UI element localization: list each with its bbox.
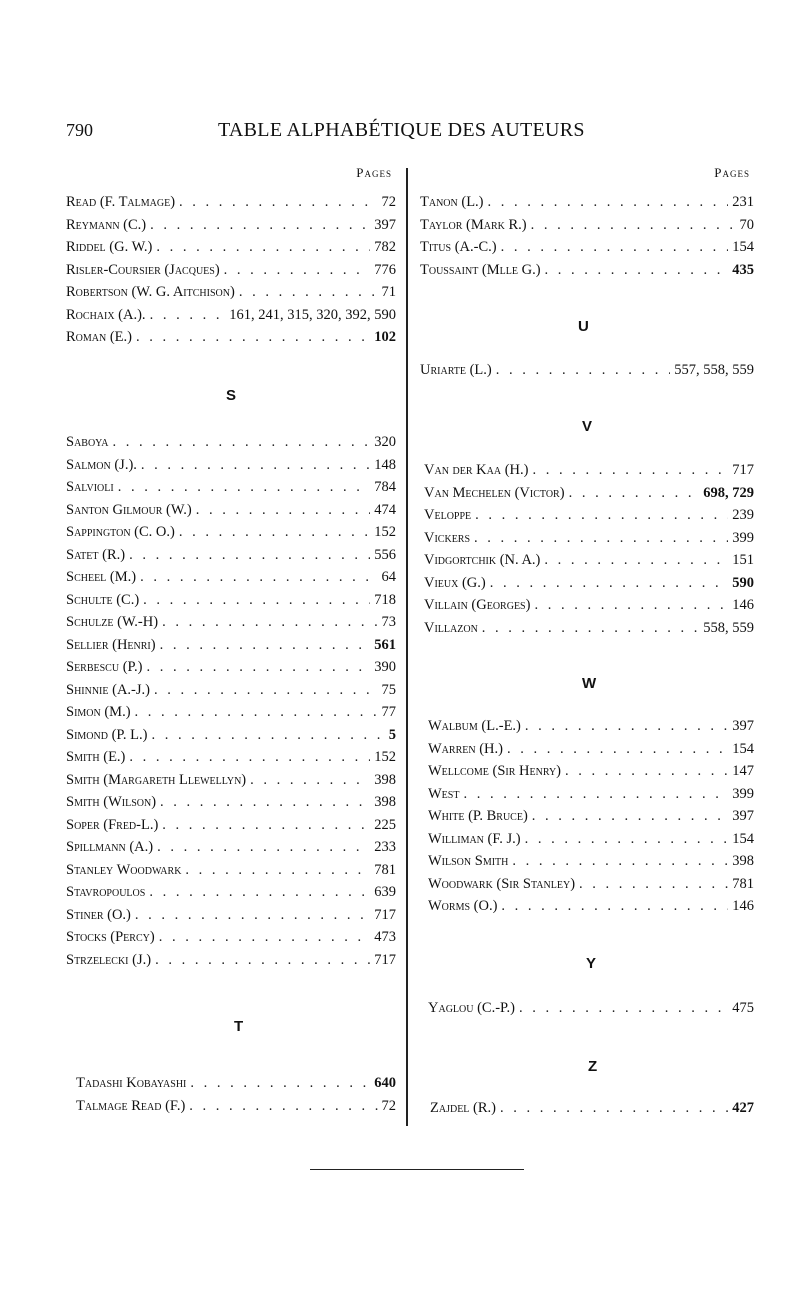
author-name: Risler-Coursier (Jacques) — [66, 261, 220, 278]
dot-leader — [474, 530, 728, 547]
author-name: Satet (R.) — [66, 546, 126, 563]
author-name: Stavropoulos — [66, 884, 146, 900]
dot-leader — [579, 876, 728, 893]
index-entry — [428, 826, 754, 848]
dot-leader — [565, 763, 728, 780]
author-name: Villazon — [424, 619, 478, 636]
index-entry — [66, 699, 396, 721]
section-letter: Y — [586, 955, 597, 972]
index-entry — [66, 654, 396, 676]
dot-leader — [154, 682, 378, 699]
author-name: Yaglou (C.-P.) — [428, 1000, 515, 1016]
dot-leader — [525, 718, 728, 735]
author-name: Worms (O.) — [428, 898, 498, 914]
dot-leader — [159, 929, 371, 946]
page-numbers: 72 — [381, 1097, 396, 1114]
page-numbers: 590 — [732, 574, 754, 591]
page-numbers: 152 — [374, 749, 396, 765]
pages-header-left: Pages — [356, 165, 392, 180]
page-numbers: 399 — [732, 529, 754, 546]
dot-leader — [545, 262, 729, 279]
page-numbers: 320 — [374, 434, 396, 450]
section-letter: W — [582, 675, 597, 692]
index-entry — [66, 767, 396, 789]
dot-leader — [196, 502, 371, 519]
dot-leader — [500, 1100, 728, 1117]
author-name: Shinnie (A.-J.) — [66, 681, 150, 698]
index-entry — [66, 812, 396, 834]
index-entry — [424, 525, 754, 547]
dot-leader — [569, 485, 700, 502]
author-name: Stiner (O.) — [66, 906, 131, 923]
page-numbers: 435 — [732, 261, 754, 278]
dot-leader — [141, 457, 370, 474]
page-numbers: 146 — [732, 597, 754, 613]
author-name: Titus (A.-C.) — [420, 239, 497, 255]
index-entry — [428, 871, 754, 893]
index-entry — [66, 212, 396, 234]
author-name: Read (F. Talmage) — [66, 194, 176, 210]
page-numbers: 233 — [374, 839, 396, 855]
page-numbers: 398 — [732, 853, 754, 869]
index-entry — [420, 357, 754, 379]
page-numbers: 475 — [732, 1000, 754, 1016]
index-entry — [66, 474, 396, 496]
index-entry — [66, 429, 396, 451]
author-name: Williman (F. J.) — [428, 830, 521, 847]
page-numbers: 73 — [381, 614, 396, 630]
author-name: Zajdel (R.) — [430, 1100, 496, 1116]
dot-leader — [157, 839, 370, 856]
index-entry — [424, 570, 754, 592]
page-numbers: 398 — [374, 771, 396, 788]
page-numbers: 5 — [388, 726, 396, 743]
index-entry — [66, 302, 396, 324]
dot-leader — [160, 794, 370, 811]
page-numbers: 239 — [732, 507, 754, 523]
dot-leader — [160, 637, 371, 654]
dot-leader — [185, 862, 370, 879]
dot-leader — [150, 217, 370, 234]
author-name: Uriarte (L.) — [420, 362, 492, 378]
page-numbers: 639 — [374, 884, 396, 900]
author-name: Sappington (C. O.) — [66, 524, 175, 540]
page-number: 790 — [66, 120, 93, 140]
dot-leader — [507, 741, 728, 758]
index-entry — [76, 1070, 396, 1092]
dot-leader — [136, 329, 370, 346]
author-name: Talmage Read (F.) — [76, 1097, 186, 1114]
page-numbers: 75 — [381, 681, 396, 698]
author-name: Woodwark (Sir Stanley) — [428, 875, 576, 892]
dot-leader — [146, 659, 370, 676]
dot-leader — [190, 1075, 370, 1092]
index-entry — [428, 995, 754, 1017]
author-name: Soper (Fred-L.) — [66, 816, 159, 833]
page-numbers: 147 — [732, 763, 754, 779]
page-numbers: 776 — [374, 261, 396, 278]
author-name: Salmon (J.). — [66, 456, 137, 473]
index-entry — [66, 497, 396, 519]
index-entry — [66, 519, 396, 541]
dot-leader — [179, 194, 377, 211]
dot-leader — [519, 1000, 728, 1017]
author-name: Reymann (C.) — [66, 216, 147, 233]
dot-leader — [501, 898, 728, 915]
dot-leader — [534, 597, 728, 614]
page-title: TABLE ALPHABÉTIQUE DES AUTEURS — [218, 119, 585, 141]
index-entry — [428, 893, 754, 915]
page-numbers: 781 — [374, 861, 396, 878]
author-name: Sellier (Henri) — [66, 636, 156, 653]
page-numbers: 397 — [732, 808, 754, 824]
author-name: Wilson Smith — [428, 853, 509, 869]
page-numbers: 161, 241, 315, 320, 392, 590 — [229, 306, 396, 323]
dot-leader — [162, 817, 370, 834]
page-numbers: 146 — [732, 898, 754, 914]
index-entry — [66, 789, 396, 811]
dot-leader — [512, 853, 728, 870]
page-numbers: 64 — [381, 569, 396, 585]
page-numbers: 473 — [374, 929, 396, 945]
page-numbers: 225 — [374, 816, 396, 833]
page-numbers: 782 — [374, 239, 396, 255]
index-entry — [66, 542, 396, 564]
index-entry — [428, 758, 754, 780]
page-numbers: 781 — [732, 875, 754, 892]
dot-leader — [150, 307, 226, 324]
index-entry — [424, 592, 754, 614]
dot-leader — [118, 479, 371, 496]
index-entry — [66, 324, 396, 346]
dot-leader — [532, 462, 728, 479]
page-numbers: 70 — [739, 216, 754, 233]
author-name: Schulte (C.) — [66, 591, 140, 608]
index-entry — [66, 564, 396, 586]
author-name: Van der Kaa (H.) — [424, 462, 529, 478]
dot-leader — [525, 831, 729, 848]
dot-leader — [544, 552, 728, 569]
author-name: Warren (H.) — [428, 740, 503, 757]
author-name: Simond (P. L.) — [66, 726, 148, 743]
dot-leader — [488, 194, 729, 211]
page-numbers: 77 — [381, 704, 396, 720]
index-entry — [428, 736, 754, 758]
author-name: Scheel (M.) — [66, 569, 137, 585]
author-name: Vidgortchik (N. A.) — [424, 552, 541, 568]
page-numbers: 390 — [374, 659, 396, 675]
page-numbers: 397 — [374, 216, 396, 233]
index-entry — [66, 744, 396, 766]
index-entry — [420, 212, 754, 234]
page-numbers: 717 — [374, 951, 396, 968]
page-numbers: 71 — [381, 284, 396, 300]
page-numbers: 72 — [381, 194, 396, 210]
author-name: Tadashi Kobayashi — [76, 1075, 187, 1091]
page-numbers: 557, 558, 559 — [674, 362, 754, 378]
dot-leader — [113, 434, 371, 451]
author-name: Stanley Woodwark — [66, 861, 182, 878]
author-name: Salvioli — [66, 479, 114, 495]
dot-leader — [189, 1098, 377, 1115]
section-letter: U — [578, 318, 589, 335]
author-name: Serbescu (P.) — [66, 659, 143, 675]
index-entry — [424, 547, 754, 569]
author-name: Smith (Wilson) — [66, 794, 157, 810]
dot-leader — [135, 907, 370, 924]
page-numbers: 102 — [374, 329, 396, 345]
index-entry — [66, 857, 396, 879]
dot-leader — [532, 808, 728, 825]
index-entry — [66, 609, 396, 631]
author-name: Stocks (Percy) — [66, 929, 155, 945]
dot-leader — [129, 547, 370, 564]
bottom-rule — [310, 1169, 524, 1170]
index-entry — [66, 234, 396, 256]
page-numbers: 154 — [732, 830, 754, 847]
dot-leader — [496, 362, 671, 379]
page-numbers: 558, 559 — [703, 619, 754, 636]
pages-header-right: Pages — [714, 165, 750, 180]
index-entry — [66, 677, 396, 699]
page-numbers: 640 — [374, 1075, 396, 1091]
dot-leader — [239, 284, 378, 301]
section-letter: T — [234, 1018, 244, 1035]
author-name: Vieux (G.) — [424, 574, 486, 591]
dot-leader — [155, 952, 370, 969]
author-name: Smith (Margareth Llewellyn) — [66, 771, 247, 788]
author-name: Vickers — [424, 529, 471, 546]
author-name: Riddel (G. W.) — [66, 239, 153, 255]
author-name: Walbum (L.-E.) — [428, 718, 521, 734]
index-entry — [424, 615, 754, 637]
dot-leader — [140, 569, 377, 586]
dot-leader — [151, 727, 384, 744]
author-name: Taylor (Mark R.) — [420, 216, 527, 233]
dot-leader — [482, 620, 699, 637]
index-entry — [420, 189, 754, 211]
page-numbers: 154 — [732, 239, 754, 255]
index-entry — [66, 722, 396, 744]
dot-leader — [501, 239, 729, 256]
index-entry — [76, 1093, 396, 1115]
index-entry — [66, 279, 396, 301]
author-name: Robertson (W. G. Aitchison) — [66, 284, 235, 300]
author-name: Veloppe — [424, 507, 472, 523]
page-numbers: 561 — [374, 636, 396, 653]
index-entry — [66, 902, 396, 924]
dot-leader — [162, 614, 377, 631]
dot-leader — [149, 884, 370, 901]
dot-leader — [129, 749, 370, 766]
dot-leader — [250, 772, 370, 789]
index-entry — [66, 452, 396, 474]
author-name: Strzelecki (J.) — [66, 951, 152, 968]
author-name: Roman (E.) — [66, 329, 132, 345]
author-name: Wellcome (Sir Henry) — [428, 763, 562, 779]
index-entry — [66, 947, 396, 969]
author-name: Santon Gilmour (W.) — [66, 501, 192, 518]
index-entry — [430, 1095, 754, 1117]
page-numbers: 474 — [374, 501, 396, 518]
index-entry — [428, 781, 754, 803]
author-name: White (P. Bruce) — [428, 808, 528, 824]
section-letter: S — [226, 387, 237, 404]
index-entry — [424, 457, 754, 479]
section-letter: Z — [588, 1058, 598, 1075]
index-entry — [66, 632, 396, 654]
author-name: West — [428, 785, 460, 802]
index-entry — [428, 713, 754, 735]
index-entry — [424, 480, 754, 502]
page-numbers: 399 — [732, 785, 754, 802]
page-numbers: 151 — [732, 552, 754, 568]
author-name: Toussaint (Mlle G.) — [420, 261, 541, 278]
page-numbers: 154 — [732, 740, 754, 757]
page-numbers: 718 — [374, 591, 396, 608]
page-numbers: 784 — [374, 479, 396, 495]
index-entry — [428, 803, 754, 825]
author-name: Simon (M.) — [66, 704, 131, 720]
page-numbers: 717 — [374, 906, 396, 923]
author-name: Villain (Georges) — [424, 597, 531, 613]
index-entry — [66, 257, 396, 279]
dot-leader — [475, 507, 728, 524]
dot-leader — [463, 786, 728, 803]
column-divider — [406, 168, 408, 1126]
dot-leader — [531, 217, 736, 234]
page-numbers: 398 — [374, 794, 396, 810]
section-letter: V — [582, 418, 593, 435]
author-name: Saboya — [66, 434, 109, 450]
page-numbers: 148 — [374, 456, 396, 473]
page-numbers: 556 — [374, 546, 396, 563]
dot-leader — [156, 239, 370, 256]
index-entry — [424, 502, 754, 524]
page-numbers: 231 — [732, 194, 754, 210]
index-entry — [66, 924, 396, 946]
page-numbers: 152 — [374, 524, 396, 540]
author-name: Smith (E.) — [66, 749, 126, 765]
page-numbers: 397 — [732, 718, 754, 734]
index-entry — [66, 189, 396, 211]
index-entry — [420, 257, 754, 279]
author-name: Van Mechelen (Victor) — [424, 484, 565, 501]
author-name: Spillmann (A.) — [66, 839, 154, 855]
author-name: Schulze (W.-H) — [66, 614, 159, 630]
dot-leader — [490, 575, 729, 592]
index-entry — [428, 848, 754, 870]
index-entry — [66, 879, 396, 901]
dot-leader — [135, 704, 378, 721]
page-numbers: 698, 729 — [703, 484, 754, 501]
page-numbers: 717 — [732, 462, 754, 478]
index-entry — [66, 587, 396, 609]
author-name: Rochaix (A.). — [66, 306, 146, 323]
index-entry — [420, 234, 754, 256]
author-name: Tanon (L.) — [420, 194, 484, 210]
dot-leader — [224, 262, 371, 279]
page-numbers: 427 — [732, 1100, 754, 1116]
dot-leader — [179, 524, 370, 541]
index-entry — [66, 834, 396, 856]
dot-leader — [143, 592, 370, 609]
